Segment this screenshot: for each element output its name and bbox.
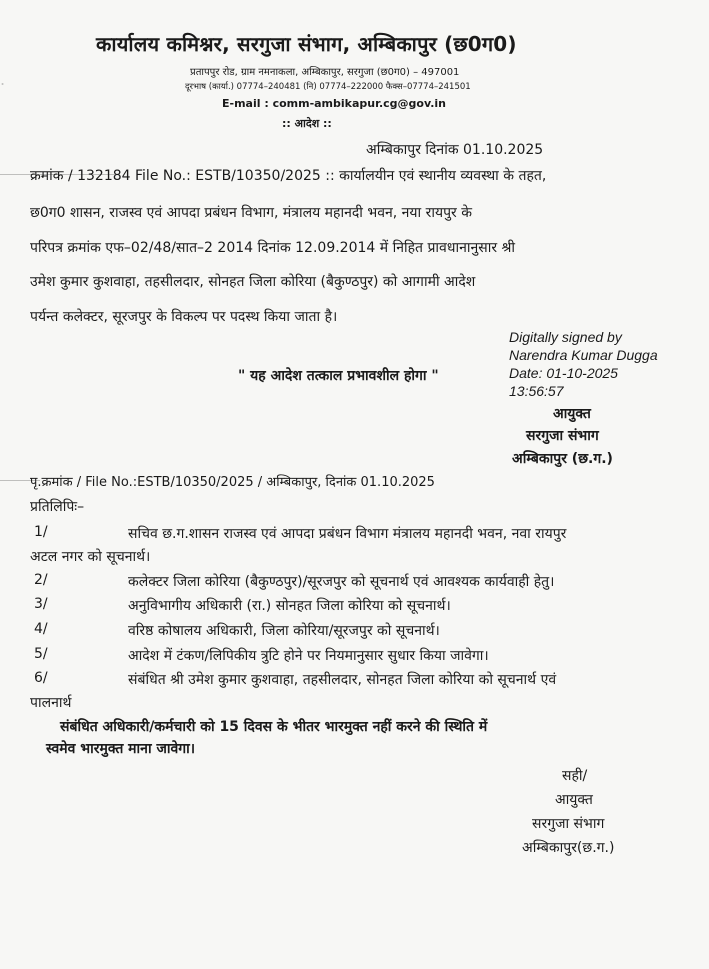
office-phone: दूरभाष (कार्या.) 07774–240481 (नि) 07774–222000 फैक्स–07774–241501 bbox=[185, 82, 471, 92]
office-title: कार्यालय कमिश्नर, सरगुजा संभाग, अम्बिकापुर (छ0ग0) bbox=[96, 32, 517, 56]
copy-item-number: 1/ bbox=[34, 524, 48, 540]
signed-mark: सही/ bbox=[562, 768, 588, 784]
endorsement-line: पृ.क्रमांक / File No.:ESTB/10350/2025 / अम्बिकापुर, दिनांक 01.10.2025 bbox=[30, 475, 435, 490]
order-place-date: अम्बिकापुर दिनांक 01.10.2025 bbox=[366, 142, 544, 158]
copy-item-text: कलेक्टर जिला कोरिया (बैकुण्ठपुर)/सूरजपुर को सूचनार्थ एवं आवश्यक कार्यवाही हेतु। bbox=[128, 574, 555, 590]
copy-item-text: वरिष्ठ कोषालय अधिकारी, जिला कोरिया/सूरजपुर को सूचनार्थ। bbox=[128, 623, 440, 639]
effective-statement: " यह आदेश तत्काल प्रभावशील होगा " bbox=[238, 368, 439, 384]
bottom-signatory-designation: आयुक्त bbox=[555, 792, 593, 808]
digital-signature-line-1: Digitally signed by bbox=[509, 329, 622, 345]
copy-item-number: 4/ bbox=[34, 621, 48, 637]
order-line-5: पर्यन्त कलेक्टर, सूरजपुर के विकल्प पर पदस्थ किया जाता है। bbox=[30, 309, 338, 325]
copy-item-text: संबंधित श्री उमेश कुमार कुशवाहा, तहसीलदार, सोनहत जिला कोरिया को सूचनार्थ एवं bbox=[128, 672, 557, 688]
digital-signature-line-4: 13:56:57 bbox=[509, 383, 564, 399]
copy-item-continuation: अटल नगर को सूचनार्थ। bbox=[30, 549, 151, 565]
order-line-1: क्रमांक / 132184 File No.: ESTB/10350/2025 :: कार्यालयीन एवं स्थानीय व्यवस्था के तहत, bbox=[30, 168, 547, 184]
bottom-signatory-place: अम्बिकापुर(छ.ग.) bbox=[522, 840, 615, 856]
digital-signature bbox=[509, 328, 699, 400]
office-address: प्रतापपुर रोड, ग्राम नमनाकला, अम्बिकापुर, सरगुजा (छ0ग0) – 497001 bbox=[190, 67, 460, 78]
order-line-2: छ0ग0 शासन, राजस्व एवं आपदा प्रबंधन विभाग, मंत्रालय महानदी भवन, नया रायपुर के bbox=[30, 205, 472, 221]
order-line-3: परिपत्र क्रमांक एफ–02/48/सात–2 2014 दिनांक 12.09.2014 में निहित प्रावधानानुसार श्री bbox=[30, 240, 516, 256]
copy-item-number: 5/ bbox=[34, 646, 48, 662]
signatory-designation: आयुक्त bbox=[553, 406, 591, 422]
signatory-division: सरगुजा संभाग bbox=[526, 428, 599, 444]
digital-signature-line-2: Narendra Kumar Dugga bbox=[509, 347, 658, 363]
relieving-note-line-1: संबंधित अधिकारी/कर्मचारी को 15 दिवस के भीतर भारमुक्त नहीं करने की स्थिति में bbox=[60, 719, 488, 735]
relieving-note-line-2: स्वमेव भारमुक्त माना जावेगा। bbox=[46, 741, 196, 757]
copy-item-text: आदेश में टंकण/लिपिकीय त्रुटि होने पर नियमानुसार सुधार किया जावेगा। bbox=[128, 648, 489, 664]
copy-item-number: 6/ bbox=[34, 670, 48, 686]
office-email: E-mail : comm-ambikapur.cg@gov.in bbox=[222, 97, 447, 110]
copy-item-text: अनुविभागीय अधिकारी (रा.) सोनहत जिला कोरिया को सूचनार्थ। bbox=[128, 598, 451, 614]
signatory-place: अम्बिकापुर (छ.ग.) bbox=[512, 451, 613, 467]
order-line-4: उमेश कुमार कुशवाहा, तहसीलदार, सोनहत जिला कोरिया (बैकुण्ठपुर) को आगामी आदेश bbox=[30, 274, 476, 290]
order-heading: :: आदेश :: bbox=[282, 117, 332, 130]
digital-signature-line-3: Date: 01-10-2025 bbox=[509, 365, 618, 381]
copy-item-continuation: पालनार्थ bbox=[30, 695, 72, 711]
bottom-signatory-division: सरगुजा संभाग bbox=[532, 816, 605, 832]
copy-item-number: 2/ bbox=[34, 572, 48, 588]
bleed-through-text: . bbox=[0, 70, 6, 89]
copy-item-number: 3/ bbox=[34, 596, 48, 612]
copy-item-text: सचिव छ.ग.शासन राजस्व एवं आपदा प्रबंधन विभाग मंत्रालय महानदी भवन, नवा रायपुर bbox=[128, 526, 567, 542]
copy-label: प्रतिलिपिः– bbox=[30, 499, 85, 515]
